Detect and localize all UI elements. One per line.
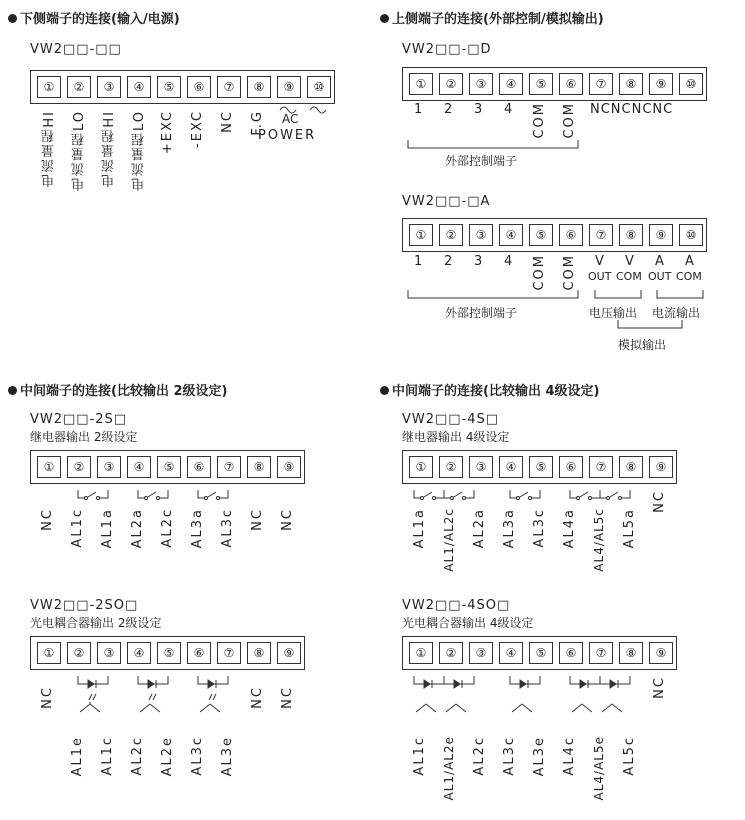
terminal-6: ⑥ xyxy=(559,73,583,95)
com-2: COM xyxy=(562,102,577,139)
photo2-label-4: AL2c xyxy=(130,736,145,776)
ext-input-4: 4 xyxy=(504,254,513,269)
terminal-2: ② xyxy=(67,76,91,98)
terminal-6: ⑥ xyxy=(559,224,583,246)
relay2-label-1: NC xyxy=(40,508,55,531)
relay2-label-9: NC xyxy=(280,508,295,531)
relay4-label-1: AL1a xyxy=(412,508,427,549)
terminal-4: ④ xyxy=(499,73,523,95)
terminal-2: ② xyxy=(439,224,463,246)
label-current-lo-1: 电流量程LO xyxy=(72,110,87,192)
relay2-label-3: AL1a xyxy=(100,508,115,549)
relay4-label-2: AL1/AL2c xyxy=(442,508,456,572)
terminal-5: ⑤ xyxy=(529,642,553,664)
terminal-2: ② xyxy=(67,642,91,664)
current-output-label: 电流输出 xyxy=(652,306,701,320)
terminal-5: ⑤ xyxy=(157,76,181,98)
terminal-2: ② xyxy=(67,456,91,478)
photo4-label-7: AL4/AL5e xyxy=(592,736,606,801)
label-current-hi-2: 电流量程HI xyxy=(102,110,117,188)
relay4-label-3: AL2a xyxy=(472,508,487,549)
label-current-hi-1: 电流量程HI xyxy=(42,110,57,188)
photo4-label-9: NC xyxy=(652,676,667,699)
photo2-label-6: AL3c xyxy=(190,736,205,776)
model-top-d: VW2□□-□D xyxy=(402,42,492,57)
terminal-6: ⑥ xyxy=(187,456,211,478)
terminal-7: ⑦ xyxy=(589,642,613,664)
com-1: COM xyxy=(532,254,547,291)
photo2-label-1: NC xyxy=(40,686,55,709)
terminal-9: ⑨ xyxy=(277,456,301,478)
photo4-label-6: AL4c xyxy=(562,736,577,776)
terminal-3: ③ xyxy=(97,76,121,98)
label-exc-minus: -EXC xyxy=(190,110,205,148)
terminal-3: ③ xyxy=(469,224,493,246)
relay2-label-2: AL1c xyxy=(70,508,85,548)
outcom-9: OUT xyxy=(648,270,672,283)
relay2-label-4: AL2a xyxy=(130,508,145,549)
terminal-6: ⑥ xyxy=(559,456,583,478)
terminal-10: ⑩ xyxy=(679,224,703,246)
photocoupler-icon xyxy=(198,676,228,712)
ext-input-1: 1 xyxy=(414,102,423,117)
label-fg: F.G xyxy=(250,110,265,136)
ext-input-3: 3 xyxy=(474,254,483,269)
header-text: 中间端子的连接(比较输出 4级设定) xyxy=(392,384,600,399)
ext-input-4: 4 xyxy=(504,102,513,117)
terminal-2: ② xyxy=(439,73,463,95)
photo2-label-5: AL2e xyxy=(160,736,175,777)
terminal-4: ④ xyxy=(127,456,151,478)
terminal-5: ⑤ xyxy=(529,224,553,246)
terminal-1: ① xyxy=(409,456,433,478)
photo2-label-9: NC xyxy=(280,686,295,709)
model-photo-2: VW2□□-2SO□ xyxy=(30,598,139,613)
relay-contact-icon xyxy=(78,490,108,500)
terminal-9: ⑨ xyxy=(277,76,301,98)
outcom-10: COM xyxy=(676,270,702,283)
terminal-8: ⑧ xyxy=(247,642,271,664)
terminal-4: ④ xyxy=(127,642,151,664)
terminal-6: ⑥ xyxy=(187,76,211,98)
outcom-8: COM xyxy=(616,270,642,283)
terminal-3: ③ xyxy=(469,642,493,664)
sub-relay-2: 继电器输出 2级设定 xyxy=(30,430,138,444)
va-label-8: V xyxy=(625,254,634,269)
photo4-label-4: AL3c xyxy=(502,736,517,776)
terminal-8: ⑧ xyxy=(247,456,271,478)
terminal-2: ② xyxy=(439,642,463,664)
terminal-6: ⑥ xyxy=(187,642,211,664)
model-top-a: VW2□□-□A xyxy=(402,194,491,209)
terminal-4: ④ xyxy=(499,642,523,664)
terminal-5: ⑤ xyxy=(529,73,553,95)
header-text: 中间端子的连接(比较输出 2级设定) xyxy=(20,384,228,399)
model-relay-2: VW2□□-2S□ xyxy=(30,412,128,427)
model-photo-4: VW2□□-4SO□ xyxy=(402,598,511,613)
photocoupler-icon xyxy=(414,676,474,712)
terminal-4: ④ xyxy=(127,76,151,98)
com-2: COM xyxy=(562,254,577,291)
terminal-7: ⑦ xyxy=(589,73,613,95)
photo4-label-3: AL2c xyxy=(472,736,487,776)
terminal-6: ⑥ xyxy=(559,642,583,664)
terminal-1: ① xyxy=(37,456,61,478)
relay2-label-5: AL2c xyxy=(160,508,175,548)
relay2-label-7: AL3c xyxy=(220,508,235,548)
photocoupler-icon xyxy=(510,676,540,712)
terminal-1: ① xyxy=(409,73,433,95)
label-power: POWER xyxy=(258,128,317,143)
label-current-lo-2: 电流量程LO xyxy=(132,110,147,192)
terminal-8: ⑧ xyxy=(619,456,643,478)
sub-relay-4: 继电器输出 4级设定 xyxy=(402,430,510,444)
photo2-label-3: AL1c xyxy=(100,736,115,776)
photocoupler-icon xyxy=(138,676,168,712)
terminal-2: ② xyxy=(439,456,463,478)
terminal-10: ⑩ xyxy=(307,76,331,98)
ext-control-label: 外部控制端子 xyxy=(445,306,518,320)
relay4-label-5: AL3c xyxy=(532,508,547,548)
terminal-7: ⑦ xyxy=(217,642,241,664)
va-label-9: A xyxy=(655,254,664,269)
terminal-4: ④ xyxy=(499,224,523,246)
terminal-3: ③ xyxy=(469,456,493,478)
terminal-5: ⑤ xyxy=(529,456,553,478)
relay-contact-icon xyxy=(570,490,630,500)
relay4-label-6: AL4a xyxy=(562,508,577,549)
terminal-9: ⑨ xyxy=(649,642,673,664)
relay2-label-8: NC xyxy=(250,508,265,531)
terminal-8: ⑧ xyxy=(619,73,643,95)
sub-photo-4: 光电耦合器输出 4级设定 xyxy=(402,616,534,630)
va-label-7: V xyxy=(595,254,604,269)
ext-input-2: 2 xyxy=(444,102,453,117)
header-text: 上侧端子的连接(外部控制/模拟输出) xyxy=(392,12,604,27)
terminal-3: ③ xyxy=(469,73,493,95)
terminal-9: ⑨ xyxy=(649,73,673,95)
voltage-output-label: 电压输出 xyxy=(589,306,638,320)
analog-output-label: 模拟输出 xyxy=(618,338,667,352)
photo4-label-5: AL3e xyxy=(532,736,547,777)
label-ac: AC xyxy=(282,112,299,126)
terminal-8: ⑧ xyxy=(247,76,271,98)
relay-contact-icon xyxy=(198,490,228,500)
photo2-label-8: NC xyxy=(250,686,265,709)
relay4-label-7: AL4/AL5c xyxy=(592,508,606,572)
sub-photo-2: 光电耦合器输出 2级设定 xyxy=(30,616,162,630)
terminal-5: ⑤ xyxy=(157,456,181,478)
photo2-label-2: AL1e xyxy=(70,736,85,777)
photo4-label-8: AL5c xyxy=(622,736,637,776)
terminal-7: ⑦ xyxy=(589,456,613,478)
ext-input-3: 3 xyxy=(474,102,483,117)
relay4-label-9: NC xyxy=(652,490,667,513)
terminal-1: ① xyxy=(409,224,433,246)
terminal-4: ④ xyxy=(499,456,523,478)
photo4-label-1: AL1c xyxy=(412,736,427,776)
label-exc-plus: +EXC xyxy=(160,110,175,155)
photocoupler-icon xyxy=(78,676,108,712)
terminal-7: ⑦ xyxy=(217,76,241,98)
va-label-10: A xyxy=(685,254,694,269)
label-nc: NC xyxy=(220,110,235,133)
nc-labels: NCNCNCNC xyxy=(590,102,674,117)
photocoupler-icon xyxy=(570,676,630,712)
terminal-1: ① xyxy=(37,76,61,98)
terminal-8: ⑧ xyxy=(619,642,643,664)
relay4-label-4: AL3a xyxy=(502,508,517,549)
terminal-8: ⑧ xyxy=(619,224,643,246)
com-1: COM xyxy=(532,102,547,139)
relay4-label-8: AL5a xyxy=(622,508,637,549)
model-relay-4: VW2□□-4S□ xyxy=(402,412,500,427)
terminal-1: ① xyxy=(409,642,433,664)
terminal-1: ① xyxy=(37,642,61,664)
outcom-7: OUT xyxy=(588,270,612,283)
relay-contact-icon xyxy=(510,490,540,500)
terminal-5: ⑤ xyxy=(157,642,181,664)
terminal-9: ⑨ xyxy=(649,224,673,246)
ext-input-2: 2 xyxy=(444,254,453,269)
terminal-9: ⑨ xyxy=(277,642,301,664)
ext-control-label: 外部控制端子 xyxy=(445,154,518,168)
terminal-9: ⑨ xyxy=(649,456,673,478)
terminal-7: ⑦ xyxy=(217,456,241,478)
relay2-label-6: AL3a xyxy=(190,508,205,549)
relay-contact-icon xyxy=(414,490,474,500)
terminal-3: ③ xyxy=(97,456,121,478)
terminal-10: ⑩ xyxy=(679,73,703,95)
photo4-label-2: AL1/AL2e xyxy=(442,736,456,801)
model-bottom: VW2□□-□□ xyxy=(30,42,122,57)
ext-input-1: 1 xyxy=(414,254,423,269)
terminal-7: ⑦ xyxy=(589,224,613,246)
relay-contact-icon xyxy=(138,490,168,500)
photo2-label-7: AL3e xyxy=(220,736,235,777)
terminal-3: ③ xyxy=(97,642,121,664)
header-text: 下侧端子的连接(输入/电源) xyxy=(20,12,180,27)
